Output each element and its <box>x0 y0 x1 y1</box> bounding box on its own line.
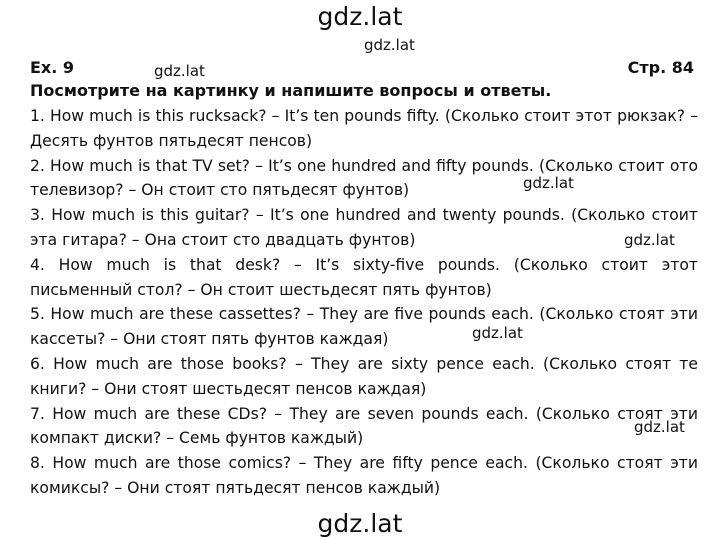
answer-item-1: 1. How much is this rucksack? – It’s ten pounds fifty. (Сколько стоит этот рюкзак? – Десять фунтов пятьдесят пенсов) <box>30 107 698 150</box>
watermark-top: gdz.lat <box>317 2 403 31</box>
answer-item-8: 8. How much are those comics? – They are fifty pence each. (Сколько стоят эти комиксы? – Они стоят пятьдесят пенсов каждый) <box>30 454 698 497</box>
watermark-bottom: gdz.lat <box>317 509 403 538</box>
watermark-header-mid: gdz.lat <box>154 62 205 80</box>
answer-item-7: 7. How much are these CDs? – They are seven pounds each. (Сколько стоят эти компакт диски? – Семь фунтов каждый) <box>30 404 698 448</box>
answer-item-2: 2. How much is that TV set? – It’s one hundred and fifty pounds. (Сколько стоит ото телевизор? – Он стоит сто пятьдесят фунтов) <box>30 156 698 200</box>
page-number: Стр. 84 <box>627 58 694 77</box>
answer-item-4: 4. How much is that desk? – It’s sixty-five pounds. (Сколько стоит этот письменный стол? – Он стоит шестьдесят пять фунтов) <box>30 255 698 299</box>
watermark-mid-2: gdz.lat <box>624 231 675 249</box>
watermark-mid-3: gdz.lat <box>472 324 523 342</box>
watermark-under-top: gdz.lat <box>364 36 415 54</box>
answer-item-5: 5. How much are these cassettes? – They are five pounds each. (Сколько стоят эти кассеты? – Они стоят пять фунтов каждая) <box>30 305 698 349</box>
answer-item-6: 6. How much are those books? – They are sixty pence each. (Сколько стоят те книги? – Они стоят шестьдесят пенсов каждая) <box>30 354 698 398</box>
exercise-header <box>30 58 694 80</box>
answer-item-3: 3. How much is this guitar? – It’s one hundred and twenty pounds. (Сколько стоит эта гитара? – Она стоит сто двадцать фунтов) <box>30 206 698 249</box>
watermark-mid-1: gdz.lat <box>523 174 574 192</box>
answer-list <box>30 104 698 501</box>
exercise-instruction: Посмотрите на картинку и напишите вопросы и ответы. <box>30 81 552 100</box>
exercise-number: Ex. 9 <box>30 58 75 77</box>
watermark-mid-4: gdz.lat <box>634 418 685 436</box>
